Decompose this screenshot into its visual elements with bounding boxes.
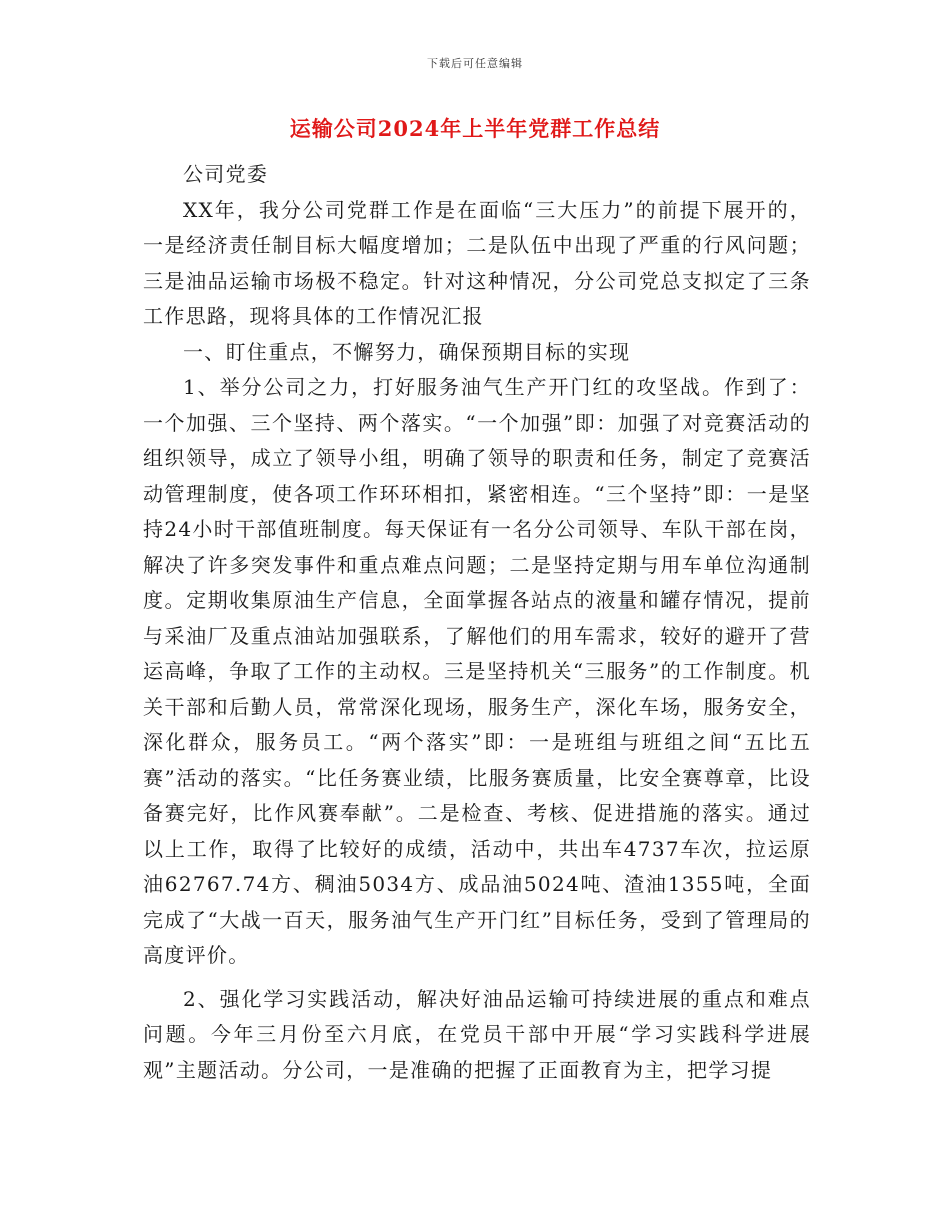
paragraph-item-2: 2、强化学习实践活动，解决好油品运输可持续进展的重点和难点问题。今年三月份至六月底，在党员干部中开展“学习实践科学进展观”主题活动。分公司，一是准确的把握了正面教育为主，把学习提: [143, 986, 811, 1082]
paragraph-recipient: 公司党委: [183, 162, 269, 186]
paragraph-section-heading: 一、盯住重点，不懈努力，确保预期目标的实现: [183, 339, 631, 364]
paragraph-intro: XX年，我分公司党群工作是在面临“三大压力”的前提下展开的，一是经济责任制目标大幅度增加；二是队伍中出现了严重的行风问题；三是油品运输市场极不稳定。针对这种情况，分公司党总支拟定了三条工作思路，现将具体的工作情况汇报: [143, 197, 811, 328]
header-note: 下载后可任意编辑: [427, 57, 523, 70]
document-title: 运输公司2024年上半年党群工作总结: [289, 116, 661, 141]
document-body: [143, 157, 811, 1088]
paragraph-item-1: 1、举分公司之力，打好服务油气生产开门红的攻坚战。作到了：一个加强、三个坚持、两个落实。“一个加强”即：加强了对竞赛活动的组织领导，成立了领导小组，明确了领导的职责和任务，制定了竞赛活动管理制度，使各项工作环环相扣，紧密相连。“三个坚持”即：一是坚持24小时干部值班制度。每天保证有一名分公司领导、车队干部在岗，解决了许多突发事件和重点难点问题；二是坚持定期与用车单位沟通制度。定期收集原油生产信息，全面掌握各站点的液量和罐存情况，提前与采油厂及重点油站加强联系，了解他们的用车需求，较好的避开了营运高峰，争取了工作的主动权。三是坚持机关“三服务”的工作制度。机关干部和后勤人员，常常深化现场，服务生产，深化车场，服务安全，深化群众，服务员工。“两个落实”即：一是班组与班组之间“五比五赛”活动的落实。“比任务赛业绩，比服务赛质量，比安全赛尊章，比设备赛完好，比作风赛奉献”。二是检查、考核、促进措施的落实。通过以上工作，取得了比较好的成绩，活动中，共出车4737车次，拉运原油62767.74方、稠油5034方、成品油5024吨、渣油1355吨，全面完成了“大战一百天，服务油气生产开门红”目标任务，受到了管理局的高度评价。: [143, 375, 811, 967]
